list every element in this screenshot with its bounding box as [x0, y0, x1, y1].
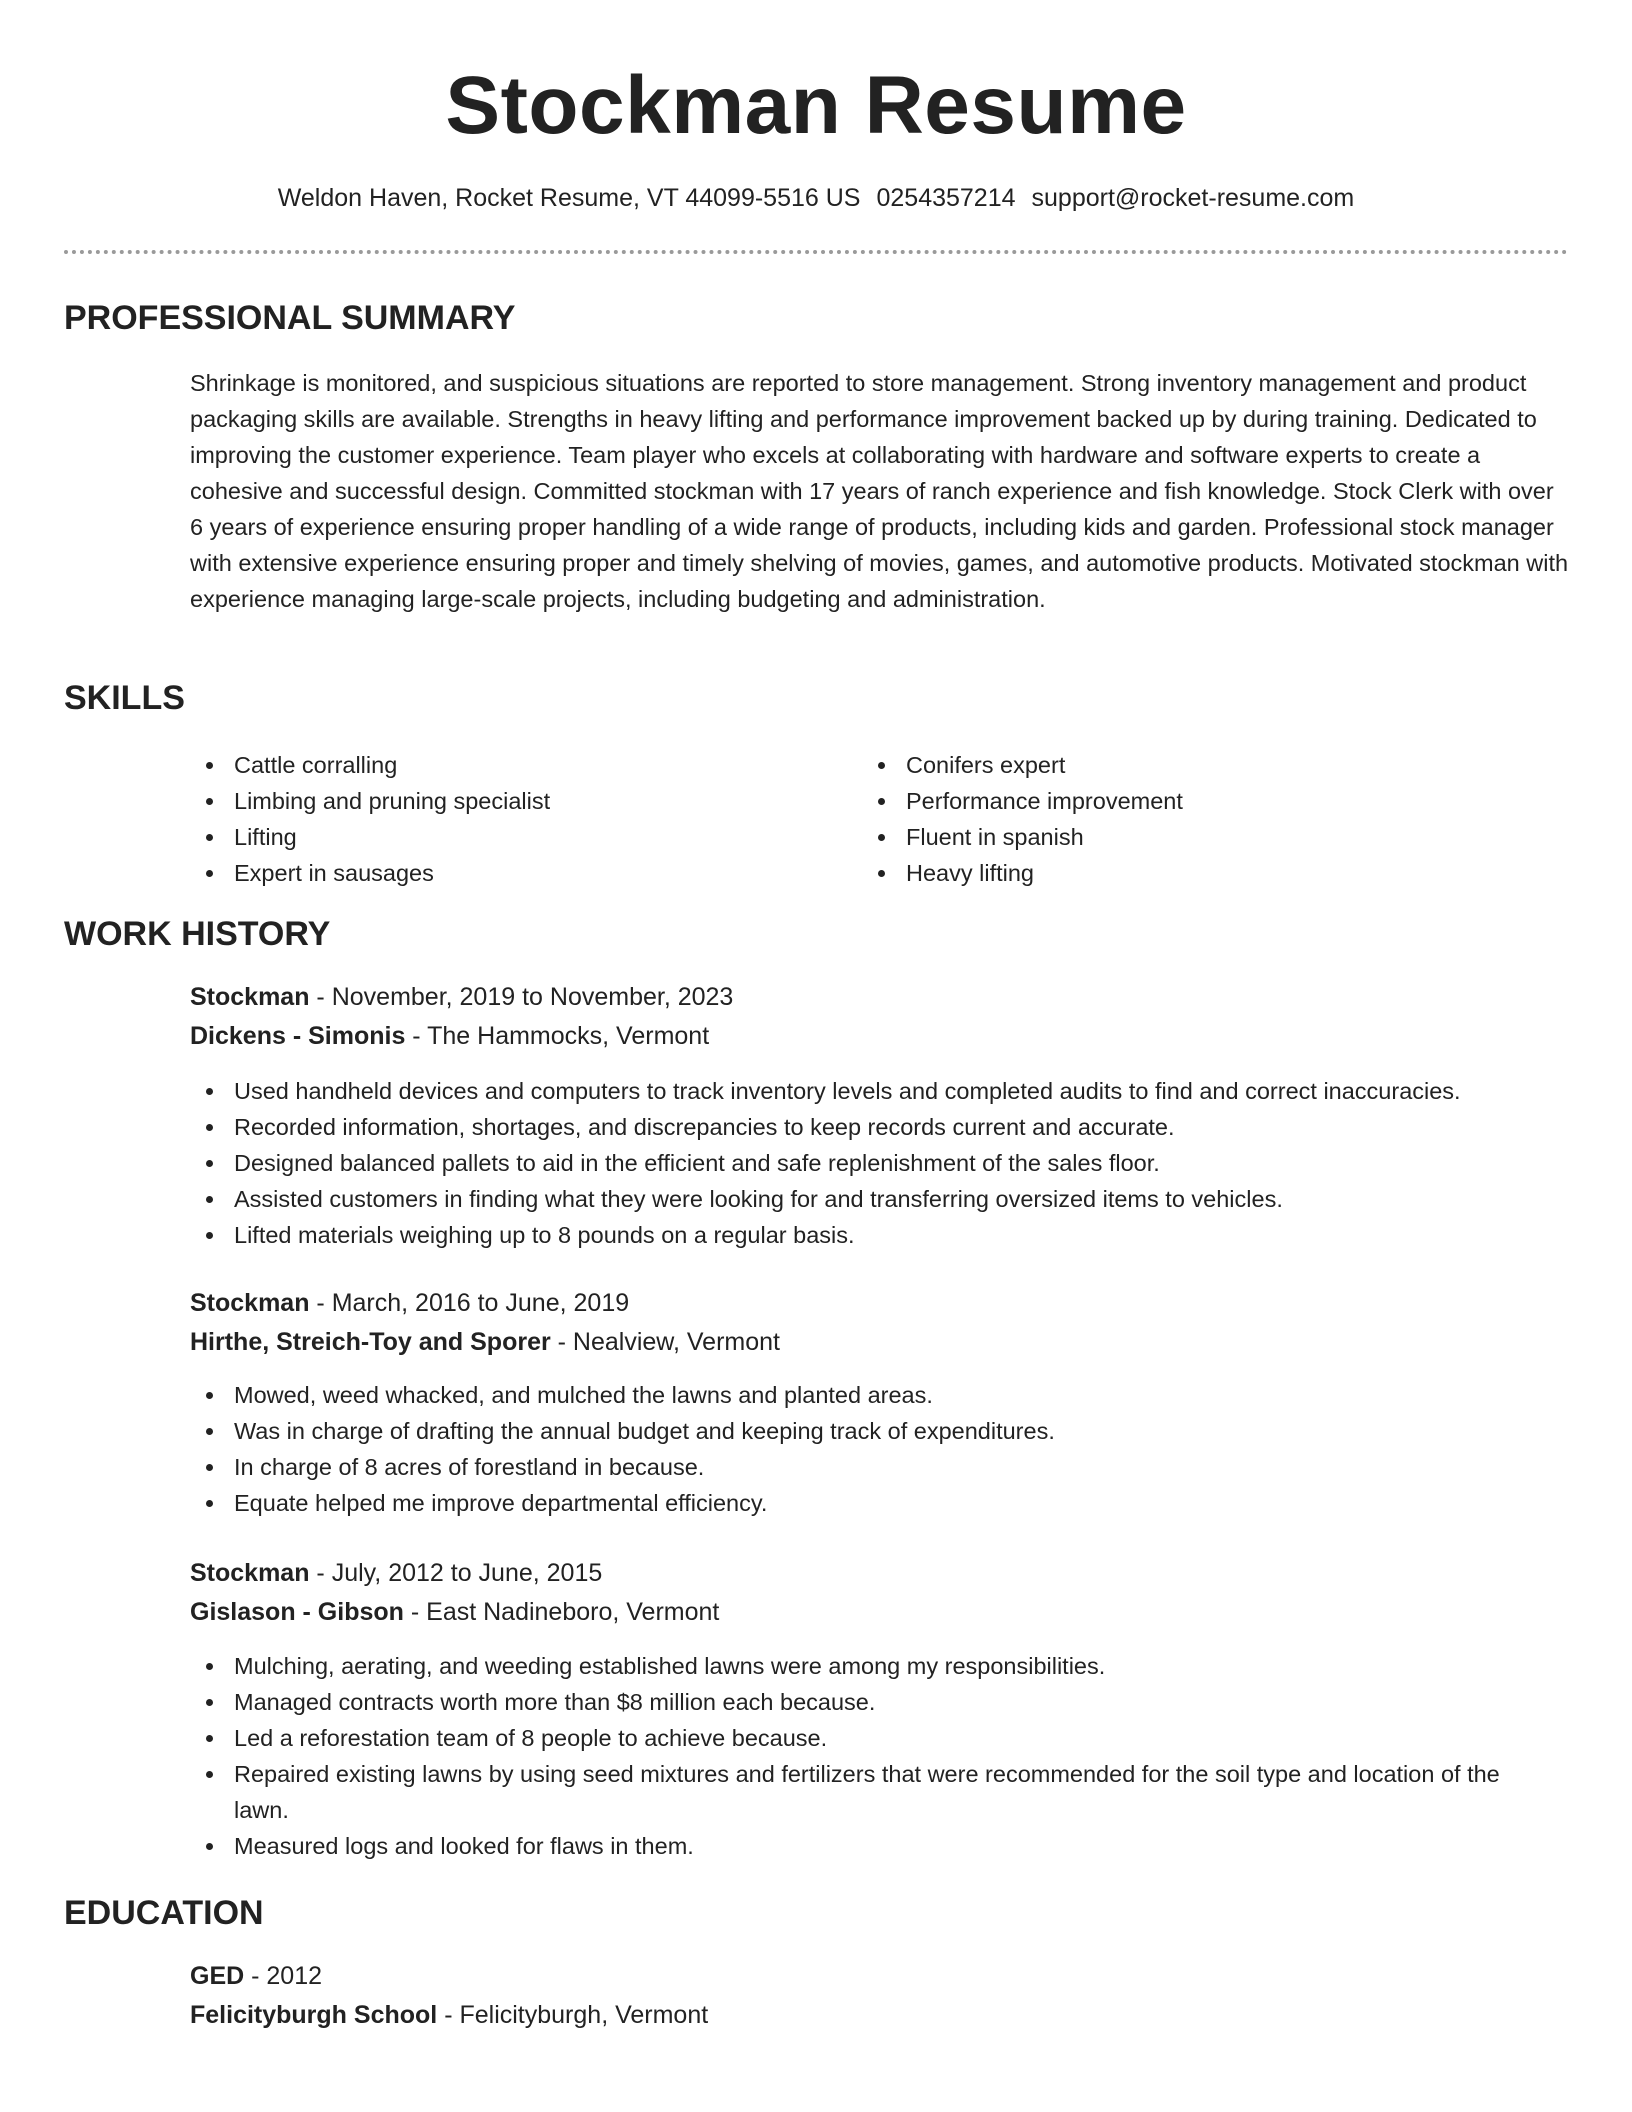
- job-duty: Used handheld devices and computers to track inventory levels and completed audits to find and correct inaccuracies.: [190, 1073, 1550, 1109]
- skill-item: Performance improvement: [862, 783, 1183, 819]
- job-company-line: [190, 1016, 709, 1056]
- header-divider: [64, 250, 1568, 254]
- job-duty: Managed contracts worth more than $8 million each because.: [190, 1684, 1550, 1720]
- education-school-line: [190, 1995, 708, 2035]
- contact-line: [0, 180, 1632, 216]
- education-degree-line: [190, 1956, 322, 1996]
- job-duties: [190, 1648, 1550, 1864]
- job-role: Stockman: [190, 1289, 310, 1317]
- section-title-education: EDUCATION: [64, 1894, 264, 1932]
- skill-item: Heavy lifting: [862, 855, 1183, 891]
- job-duty: In charge of 8 acres of forestland in because.: [190, 1449, 1550, 1485]
- job-role: Stockman: [190, 983, 310, 1011]
- job-company: Gislason - Gibson: [190, 1598, 404, 1626]
- job-location: - The Hammocks, Vermont: [405, 1022, 710, 1050]
- contact-address: Weldon Haven, Rocket Resume, VT 44099-5516 US: [277, 184, 861, 212]
- job-role-line: [190, 977, 733, 1017]
- resume-name: Stockman Resume: [445, 60, 1187, 151]
- job-company-line: [190, 1592, 719, 1632]
- section-title-skills: SKILLS: [64, 679, 185, 717]
- skill-item: Lifting: [190, 819, 550, 855]
- job-duty: Measured logs and looked for flaws in them.: [190, 1828, 1550, 1864]
- job-company: Dickens - Simonis: [190, 1022, 406, 1050]
- job-duty: Assisted customers in finding what they were looking for and transferring oversized items to vehicles.: [190, 1181, 1550, 1217]
- job-duty: Mowed, weed whacked, and mulched the lawns and planted areas.: [190, 1377, 1550, 1413]
- job-company-line: [190, 1322, 780, 1362]
- section-title-work: WORK HISTORY: [64, 915, 331, 953]
- job-duties: [190, 1073, 1550, 1253]
- job-duties: [190, 1377, 1550, 1521]
- summary-text: Shrinkage is monitored, and suspicious situations are reported to store management. Strong inventory management and product packaging skills are available. Strengths in heavy lifting and performance improvement backed up by during training. Dedicated to improving the customer experience. Team player who excels at collaborating with hardware and software experts to create a cohesive and successful design. Committed stockman with 17 years of ranch experience and fish knowledge. Stock Clerk with over 6 years of experience ensuring proper handling of a wide range of products, including kids and garden. Professional stock manager with extensive experience ensuring proper and timely shelving of movies, games, and automotive products. Motivated stockman with experience managing large-scale projects, including budgeting and administration.: [190, 370, 1569, 612]
- education-school: Felicityburgh School: [190, 2001, 438, 2029]
- education-location: - Felicityburgh, Vermont: [437, 2001, 709, 2029]
- contact-phone: 0254357214: [876, 184, 1016, 212]
- job-duty: Was in charge of drafting the annual budget and keeping track of expenditures.: [190, 1413, 1550, 1449]
- education-degree: GED: [190, 1962, 245, 1990]
- skills-column-left: [190, 747, 550, 891]
- job-company: Hirthe, Streich-Toy and Sporer: [190, 1328, 551, 1356]
- job-dates: - March, 2016 to June, 2019: [309, 1289, 630, 1317]
- education-year: - 2012: [244, 1962, 323, 1990]
- section-title-summary: PROFESSIONAL SUMMARY: [64, 299, 516, 337]
- contact-email: support@rocket-resume.com: [1031, 184, 1355, 212]
- job-duty: Designed balanced pallets to aid in the efficient and safe replenishment of the sales floor.: [190, 1145, 1550, 1181]
- job-duty: Repaired existing lawns by using seed mixtures and fertilizers that were recommended for the soil type and location of the lawn.: [190, 1756, 1550, 1828]
- job-duty: Mulching, aerating, and weeding established lawns were among my responsibilities.: [190, 1648, 1550, 1684]
- job-role-line: [190, 1553, 602, 1593]
- job-dates: - November, 2019 to November, 2023: [309, 983, 734, 1011]
- skill-item: Limbing and pruning specialist: [190, 783, 550, 819]
- job-role-line: [190, 1283, 629, 1323]
- job-role: Stockman: [190, 1559, 310, 1587]
- job-location: - East Nadineboro, Vermont: [403, 1598, 720, 1626]
- skill-item: Fluent in spanish: [862, 819, 1183, 855]
- skill-item: Conifers expert: [862, 747, 1183, 783]
- job-duty: Equate helped me improve departmental efficiency.: [190, 1485, 1550, 1521]
- job-duty: Lifted materials weighing up to 8 pounds on a regular basis.: [190, 1217, 1550, 1253]
- skill-item: Cattle corralling: [190, 747, 550, 783]
- job-duty: Led a reforestation team of 8 people to achieve because.: [190, 1720, 1550, 1756]
- skills-column-right: [862, 747, 1183, 891]
- job-duty: Recorded information, shortages, and discrepancies to keep records current and accurate.: [190, 1109, 1550, 1145]
- job-location: - Nealview, Vermont: [550, 1328, 780, 1356]
- skill-item: Expert in sausages: [190, 855, 550, 891]
- job-dates: - July, 2012 to June, 2015: [309, 1559, 603, 1587]
